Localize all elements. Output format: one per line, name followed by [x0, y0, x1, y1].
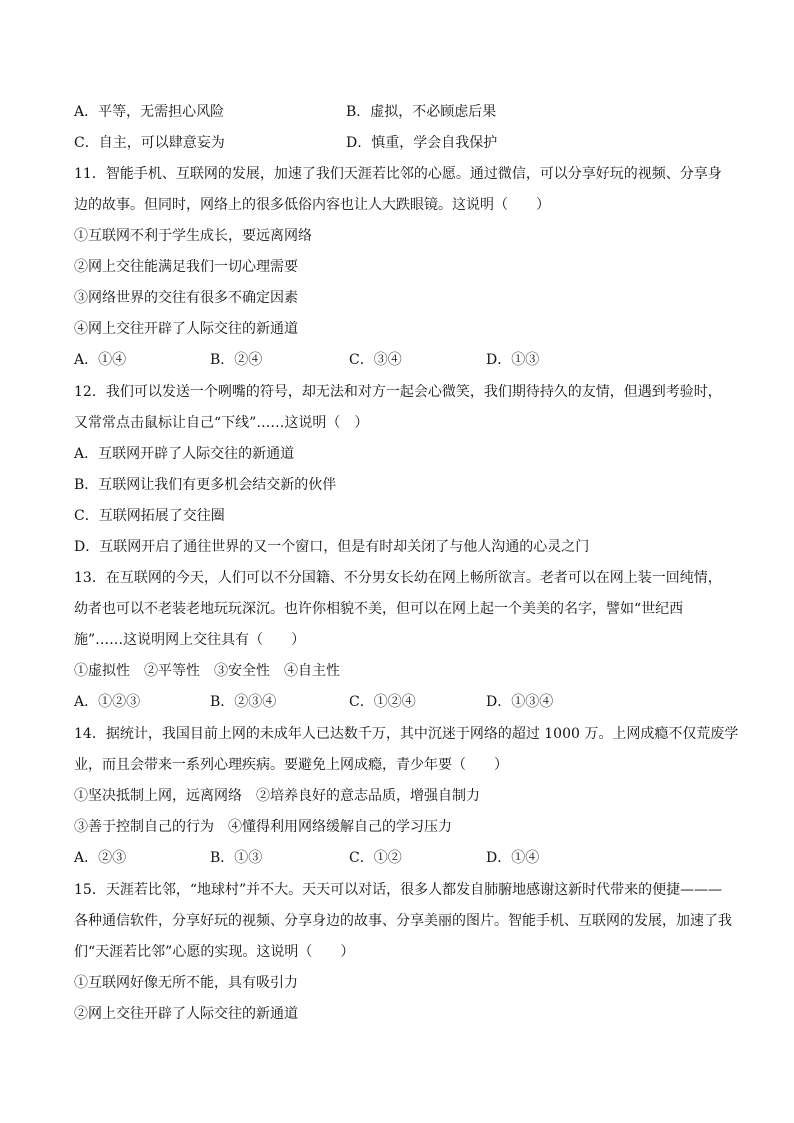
q14-option-a: A．②③: [74, 850, 127, 866]
q14-stem-line-2: 业，而且会带来一系列心理疾病。要避免上网成瘾，青少年要（ ）: [74, 757, 508, 773]
q11-option-b: B．②④: [210, 352, 263, 368]
q10-option-a: A．平等，无需担心风险: [74, 104, 225, 120]
q10-option-d: D．慎重，学会自我保护: [346, 135, 498, 151]
q10-option-b: B．虚拟，不必顾虑后果: [346, 104, 497, 120]
q13-items: ①虚拟性 ②平等性 ③安全性 ④自主性: [74, 663, 340, 679]
q12-option-b: B．互联网让我们有更多机会结交新的伙伴: [74, 477, 337, 493]
q14-option-d: D．①④: [486, 850, 540, 866]
q10-option-c: C．自主，可以肆意妄为: [74, 135, 225, 151]
q11-stem-line-1: 11．智能手机、互联网的发展，加速了我们天涯若比邻的心愿。通过微信，可以分享好玩的视频、分享身: [74, 166, 722, 182]
q12-stem-line-2: 又常常点击鼠标让自己“下线”……这说明（ ）: [74, 415, 369, 431]
q13-option-b: B．②③④: [210, 694, 277, 710]
q14-items-line-2: ③善于控制自己的行为 ④懂得利用网络缓解自己的学习压力: [74, 819, 452, 835]
q15-item-2: ②网上交往开辟了人际交往的新通道: [74, 1006, 298, 1022]
q14-stem-line-1: 14．据统计，我国目前上网的未成年人已达数千万，其中沉迷于网络的超过 1000 万。上网成瘾不仅荒废学: [74, 726, 739, 742]
q13-stem-line-2: 幼者也可以不老装老地玩玩深沉。也许你相貌不美，但可以在网上起一个美美的名字，譬如“世纪西: [74, 601, 684, 617]
q15-item-1: ①互联网好像无所不能，具有吸引力: [74, 975, 298, 991]
q15-stem-line-1: 15．天涯若比邻，“地球村”并不大。天天可以对话，很多人都发自肺腑地感谢这新时代带来的便捷———: [74, 882, 723, 898]
q11-stem-line-2: 边的故事。但同时，网络上的很多低俗内容也让人大跌眼镜。这说明（ ）: [74, 197, 550, 213]
q12-option-a: A．互联网开辟了人际交往的新通道: [74, 446, 295, 462]
q13-option-a: A．①②③: [74, 694, 141, 710]
q12-option-c: C．互联网拓展了交往圈: [74, 508, 225, 524]
q13-option-d: D．①③④: [486, 694, 554, 710]
q13-option-c: C．①②④: [349, 694, 416, 710]
q13-stem-line-3: 施”……这说明网上交往具有（ ）: [74, 632, 306, 648]
q13-stem-line-1: 13．在互联网的今天，人们可以不分国籍、不分男女长幼在网上畅所欲言。老者可以在网上装一回纯情，: [74, 570, 722, 586]
q11-item-4: ④网上交往开辟了人际交往的新通道: [74, 321, 298, 337]
q11-option-a: A．①④: [74, 352, 127, 368]
q11-option-c: C．③④: [349, 352, 402, 368]
q11-item-2: ②网上交往能满足我们一切心理需要: [74, 259, 298, 275]
q15-stem-line-2: 各种通信软件，分享好玩的视频、分享身边的故事、分享美丽的图片。智能手机、互联网的发展，加速了我: [74, 913, 732, 929]
q14-items-line-1: ①坚决抵制上网，远离网络 ②培养良好的意志品质，增强自制力: [74, 788, 480, 804]
q11-item-1: ①互联网不利于学生成长，要远离网络: [74, 228, 312, 244]
q15-stem-line-3: 们“天涯若比邻”心愿的实现。这说明（ ）: [74, 944, 355, 960]
q14-option-b: B．①③: [210, 850, 263, 866]
q11-option-d: D．①③: [486, 352, 540, 368]
q12-option-d: D．互联网开启了通往世界的又一个窗口，但是有时却关闭了与他人沟通的心灵之门: [74, 539, 590, 555]
q11-item-3: ③网络世界的交往有很多不确定因素: [74, 290, 298, 306]
q12-stem-line-1: 12．我们可以发送一个咧嘴的符号，却无法和对方一起会心微笑，我们期待持久的友情，但遇到考验时，: [74, 384, 722, 400]
q14-option-c: C．①②: [349, 850, 402, 866]
